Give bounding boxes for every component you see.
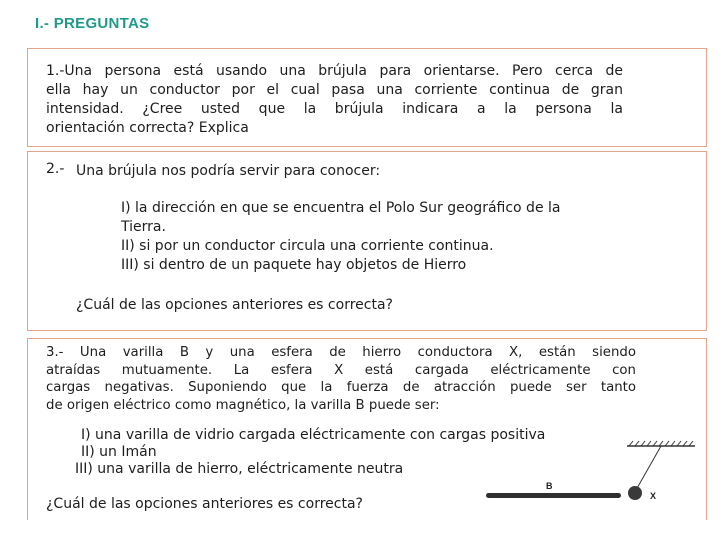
question-1-box <box>27 48 707 147</box>
question-2-option-1-cont: Tierra. <box>121 219 166 235</box>
question-3-text <box>46 344 636 414</box>
question-3-option-2: II) un Imán <box>81 444 157 460</box>
question-3-question: ¿Cuál de las opciones anteriores es correcta? <box>46 496 363 512</box>
string-line <box>636 446 661 490</box>
question-2-option-3: III) si dentro de un paquete hay objetos de Hierro <box>121 257 467 273</box>
question-1-line: intensidad. ¿Cree usted que la brújula indicara a la persona la <box>46 101 623 117</box>
question-3-line: 3.- Una varilla B y una esfera de hierro conductora X, están siendo <box>46 345 636 360</box>
question-3-line: de origen eléctrico como magnético, la varilla B puede ser: <box>46 397 440 413</box>
rod-sphere-figure <box>455 440 710 510</box>
sphere-x <box>628 486 642 500</box>
question-3-option-1: I) una varilla de vidrio cargada eléctricamente con cargas positiva <box>81 427 546 443</box>
question-2-box <box>27 151 707 331</box>
question-3-option-3: III) una varilla de hierro, eléctricamente neutra <box>75 461 404 477</box>
question-2-question: ¿Cuál de las opciones anteriores es correcta? <box>76 297 393 313</box>
rod-b <box>486 493 621 498</box>
question-2-number: 2.- <box>46 161 65 177</box>
question-2-option-1: I) la dirección en que se encuentra el Polo Sur geográfico de la <box>121 200 561 216</box>
question-2-prompt: Una brújula nos podría servir para conocer: <box>76 163 381 179</box>
section-title: I.- PREGUNTAS <box>35 15 150 32</box>
question-1-line: orientación correcta? Explica <box>46 120 249 136</box>
question-3-line: atraídas mutuamente. La esfera X está cargada eléctricamente con <box>46 362 636 378</box>
question-3-line: cargas negativas. Suponiendo que la fuerza de atracción puede ser tanto <box>46 380 636 395</box>
rod-label: B <box>546 481 553 491</box>
question-1-line: ella hay un conductor por el cual pasa una corriente continua de gran <box>46 82 623 98</box>
question-2-option-2: II) si por un conductor circula una corriente continua. <box>121 238 494 254</box>
question-1-line: 1.-Una persona está usando una brújula para orientarse. Pero cerca de <box>46 63 623 79</box>
sphere-label: X <box>650 491 657 501</box>
question-1-text <box>46 62 623 138</box>
